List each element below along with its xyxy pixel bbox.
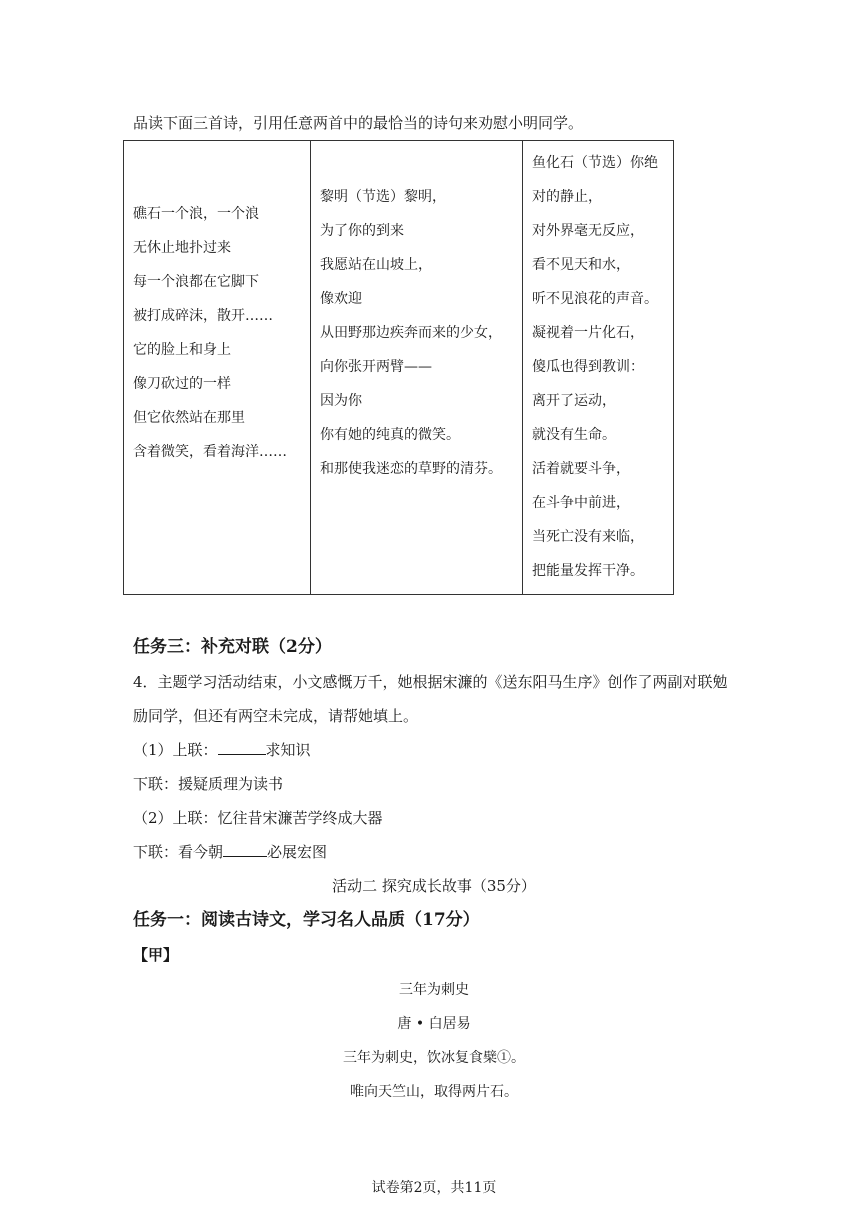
section-label-jia: 【甲】 (133, 946, 179, 964)
couplet2-blank[interactable] (223, 842, 267, 857)
poem-line: 因为你 (320, 393, 362, 409)
intro-text: 品读下面三首诗，引用任意两首中的最恰当的诗句来劝慰小明同学。 (133, 114, 584, 132)
poem-lines (320, 187, 502, 493)
poem-line: 礁石一个浪，一个浪 (133, 206, 259, 222)
poem-column-fossil (522, 141, 674, 594)
poem-line: 像刀砍过的一样 (133, 376, 231, 392)
couplet2-upper: （2）上联：忆往昔宋濂苦学终成大器 (133, 809, 383, 827)
poem-line-1: 三年为刺史，饮冰复食檗①。 (343, 1050, 525, 1066)
couplet1-blank[interactable] (218, 740, 266, 755)
couplet1-upper-prefix: （1）上联： (133, 741, 218, 759)
poem-title: 三年为刺史 (399, 982, 469, 998)
poem-line: 在斗争中前进， (532, 495, 630, 511)
poem-line: 你有她的纯真的微笑。 (320, 427, 460, 443)
poem-line: 每一个浪都在它脚下 (133, 274, 259, 290)
couplet1-upper (133, 740, 311, 760)
page-footer: 试卷第2页，共11页 (371, 1180, 497, 1196)
activity2-heading: 活动二 探究成长故事（35分） (332, 877, 536, 895)
poem-line: 看不见天和水， (532, 257, 630, 273)
question-4-line1: 4．主题学习活动结束，小文感慨万千，她根据宋濂的《送东阳马生序》创作了两副对联勉 (133, 673, 728, 691)
poem-line-2: 唯向天竺山，取得两片石。 (350, 1084, 518, 1100)
poem-line: 就没有生命。 (532, 427, 616, 443)
poem-line: 鱼化石（节选）你绝 (532, 155, 658, 171)
poem-line: 无休止地扑过来 (133, 240, 231, 256)
poem-line: 对外界毫无反应， (532, 223, 644, 239)
poem-line: 被打成碎沫，散开…… (133, 308, 273, 324)
poem-author: 唐 • 白居易 (397, 1016, 471, 1032)
poem-table (123, 140, 674, 595)
question-4-line2: 励同学，但还有两空未完成，请帮她填上。 (133, 707, 419, 725)
poem-line: 听不见浪花的声音。 (532, 291, 658, 307)
poem-line: 当死亡没有来临， (532, 529, 644, 545)
poem-column-reef (124, 141, 310, 594)
poem-line: 我愿站在山坡上， (320, 257, 432, 273)
couplet2-lower (133, 842, 327, 862)
poem-line: 活着就要斗争， (532, 461, 630, 477)
poem-line: 离开了运动， (532, 393, 616, 409)
couplet2-lower-prefix: 下联：看今朝 (133, 843, 224, 861)
poem-line: 它的脸上和身上 (133, 342, 231, 358)
poem-line: 和那使我迷恋的草野的清芬。 (320, 461, 502, 477)
poem-line: 傻瓜也得到教训： (532, 359, 644, 375)
poem-line: 黎明（节选）黎明， (320, 189, 446, 205)
couplet1-lower: 下联：援疑质理为读书 (133, 775, 284, 793)
poem-line: 凝视着一片化石， (532, 325, 644, 341)
poem-line: 从田野那边疾奔而来的少女， (320, 325, 502, 341)
poem-column-dawn (310, 141, 523, 594)
task3-heading: 任务三：补充对联（2分） (133, 637, 332, 657)
couplet1-upper-suffix: 求知识 (265, 741, 311, 759)
couplet2-lower-suffix: 必展宏图 (267, 843, 328, 861)
poem-lines (532, 153, 658, 595)
poem-line: 把能量发挥干净。 (532, 563, 644, 579)
poem-line: 含着微笑，看着海洋…… (133, 444, 287, 460)
poem-lines (133, 204, 287, 476)
task1-heading: 任务一：阅读古诗文，学习名人品质（17分） (133, 910, 480, 930)
poem-line: 对的静止， (532, 189, 602, 205)
poem-line: 向你张开两臂—— (320, 359, 432, 375)
poem-line: 为了你的到来 (320, 223, 404, 239)
poem-line: 像欢迎 (320, 291, 362, 307)
poem-line: 但它依然站在那里 (133, 410, 245, 426)
